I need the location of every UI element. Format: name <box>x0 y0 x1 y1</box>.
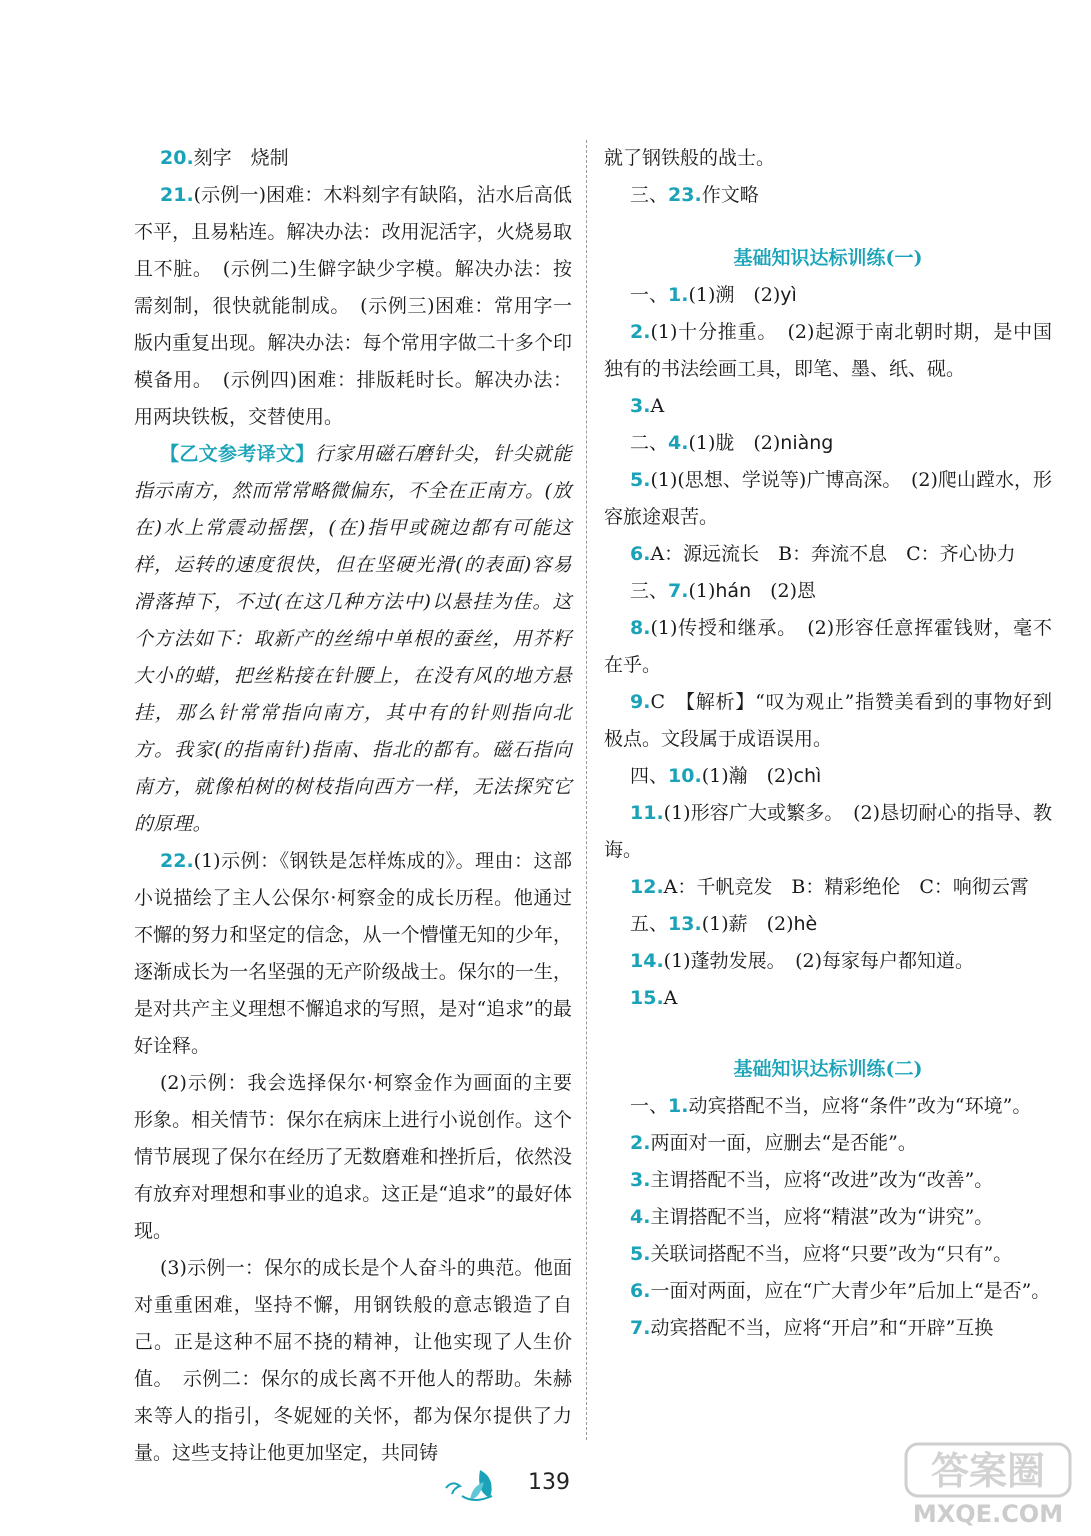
item-number: 10. <box>668 765 702 787</box>
section-1-answer-item <box>604 758 1052 795</box>
item-text: (1)示例：《钢铁是怎样炼成的》。理由：这部小说描绘了主人公保尔·柯察金的成长历程。他通过不懈的努力和坚定的信念，从一个懵懂无知的少年，逐渐成长为一名坚强的无产阶级战士。保尔的一生，是对共产主义理想不懈追求的写照，是对“追求”的最好诠释。 <box>134 850 572 1057</box>
item-number: 3. <box>630 1169 651 1191</box>
section-2-items <box>604 1088 1052 1347</box>
item-number: 2. <box>630 321 651 343</box>
translation-tag: 【乙文参考译文】 <box>160 443 315 465</box>
item-text: C 【解析】“叹为观止”指赞美看到的事物好到极点。文段属于成语误用。 <box>604 691 1052 750</box>
pinyin: hán <box>715 580 752 602</box>
item-number: 13. <box>668 913 702 935</box>
item-text: (1)溯 (2) <box>688 284 781 306</box>
pinyin: hè <box>793 913 818 935</box>
item-text: (示例一)困难：木料刻字有缺陷，沾水后高低不平，且易粘连。解决办法：改用泥活字，火烧易取且不脏。 (示例二)生僻字缺少字模。解决办法：按需刻制，很快就能制成。 (示例三)困难：常用字一版内重复出现。解决办法：每个常用字做二十多个印模备用。 (示例四)困难：排版耗时长。解决办法：用两块铁板，交替使用。 <box>134 184 572 428</box>
section-2-answer-item <box>604 1199 1052 1236</box>
section-1-answer-item <box>604 573 1052 610</box>
left-answer-item <box>134 140 572 177</box>
item-number: 5. <box>630 469 651 491</box>
item-text: 关联词搭配不当，应将“只要”改为“只有”。 <box>650 1243 1013 1265</box>
left-answer-item <box>134 1065 572 1250</box>
section-1-answer-item <box>604 795 1052 869</box>
section-marker: 一、 <box>630 284 669 306</box>
watermark-line2: MXQE.COM <box>912 1500 1064 1528</box>
item-text: (3)示例一：保尔的成长是个人奋斗的典范。他面对重重困难，坚持不懈，用钢铁般的意志锻造了自己。正是这种不屈不挠的精神，让他实现了人生价值。 示例二：保尔的成长离不开他人的帮助。朱赫来等人的指引，冬妮娅的关怀，都为保尔提供了力量。这些支持让他更加坚定，共同铸 <box>134 1257 572 1464</box>
item-number: 9. <box>630 691 651 713</box>
item-text: (1)薪 (2) <box>701 913 794 935</box>
section-1-items <box>604 277 1052 1017</box>
section-2-answer-item <box>604 1162 1052 1199</box>
section-1-answer-item <box>604 388 1052 425</box>
section-1-answer-item <box>604 980 1052 1017</box>
item-number: 14. <box>630 950 664 972</box>
watermark-line1: 答案圈 <box>930 1449 1046 1493</box>
section-marker: 三、 <box>630 580 669 602</box>
item-text: 动宾搭配不当，应将“开启”和“开辟”互换 <box>650 1317 994 1339</box>
item-number: 6. <box>630 543 651 565</box>
item-number: 1. <box>668 1095 689 1117</box>
item-number: 20. <box>160 147 194 169</box>
item-number: 5. <box>630 1243 651 1265</box>
item-number: 15. <box>630 987 664 1009</box>
item-text: (1)十分推重。 (2)起源于南北朝时期，是中国独有的书法绘画工具，即笔、墨、纸、砚。 <box>604 321 1052 380</box>
right-top-block <box>604 140 1052 214</box>
left-answer-item <box>134 177 572 436</box>
pinyin: chì <box>793 765 822 787</box>
leaf-swirl-icon <box>440 1462 520 1506</box>
section-2-answer-item <box>604 1088 1052 1125</box>
item-text: 一面对两面，应在“广大青少年”后加上“是否”。 <box>650 1280 1051 1302</box>
page-footer <box>440 1462 650 1506</box>
item-text: (1)蓬勃发展。 (2)每家每户都知道。 <box>663 950 974 972</box>
item-number: 23. <box>668 184 702 206</box>
item-text: 行家用磁石磨针尖，针尖就能指示南方，然而常常略微偏东，不全在正南方。(放在)水上常震动摇摆，(在)指甲或碗边都有可能这样，运转的速度很快，但在坚硬光滑(的表面)容易滑落掉下，不过(在这几种方法中)以悬挂为佳。这个方法如下：取新产的丝绵中单根的蚕丝，用芥籽大小的蜡，把丝粘接在针腰上，在没有风的地方悬挂，那么针常常指向南方，其中有的针则指向北方。我家(的指南针)指南、指北的都有。磁石指向南方，就像柏树的树枝指向西方一样，无法探究它的原理。 <box>134 443 572 835</box>
section-2-answer-item <box>604 1310 1052 1347</box>
item-number: 1. <box>668 284 689 306</box>
item-text: A：源远流长 B：奔流不息 C：齐心协力 <box>650 543 1016 565</box>
section-1-answer-item <box>604 943 1052 980</box>
item-text: (1)传授和继承。 (2)形容任意挥霍钱财，毫不在乎。 <box>604 617 1052 676</box>
left-column <box>134 140 572 1472</box>
section-1-answer-item <box>604 314 1052 388</box>
section-title-2: 基础知识达标训练(二) <box>733 1058 923 1080</box>
section-1-answer-item <box>604 684 1052 758</box>
left-answer-item <box>134 843 572 1065</box>
section-2-answer-item <box>604 1236 1052 1273</box>
item-text-tail: (2)恩 <box>751 580 817 602</box>
section-marker: 五、 <box>630 913 669 935</box>
item-text: 两面对一面，应删去“是否能”。 <box>650 1132 917 1154</box>
pinyin: niàng <box>780 432 834 454</box>
item-text: (1)胧 (2) <box>688 432 781 454</box>
item-number: 21. <box>160 184 194 206</box>
section-1-answer-item <box>604 869 1052 906</box>
section-marker: 四、 <box>630 765 669 787</box>
left-answer-item <box>134 1250 572 1472</box>
item-number: 4. <box>630 1206 651 1228</box>
section-title-1: 基础知识达标训练(一) <box>733 247 923 269</box>
item-text: 动宾搭配不当，应将“条件”改为“环境”。 <box>688 1095 1032 1117</box>
right-top-item <box>604 140 1052 177</box>
item-number: 2. <box>630 1132 651 1154</box>
watermark-logo <box>902 1442 1074 1528</box>
item-number: 11. <box>630 802 664 824</box>
page-number: 139 <box>528 1470 570 1495</box>
item-text: 主谓搭配不当，应将“精湛”改为“讲究”。 <box>650 1206 994 1228</box>
item-text: A：千帆竞发 B：精彩绝伦 C：响彻云霄 <box>663 876 1029 898</box>
section-marker: 一、 <box>630 1095 669 1117</box>
item-number: 4. <box>668 432 689 454</box>
left-answer-item <box>134 436 572 843</box>
pinyin: yì <box>780 284 797 306</box>
section-marker: 二、 <box>630 432 669 454</box>
item-text: (1)形容广大或繁多。 (2)恳切耐心的指导、教诲。 <box>604 802 1052 861</box>
item-text: A <box>663 987 678 1009</box>
item-number: 7. <box>630 1317 651 1339</box>
section-2-answer-item <box>604 1273 1052 1310</box>
item-text: 作文略 <box>701 184 759 206</box>
right-top-item <box>604 177 1052 214</box>
item-text: 主谓搭配不当，应将“改进”改为“改善”。 <box>650 1169 994 1191</box>
item-text: (1)(思想、学说等)广博高深。 (2)爬山蹚水，形容旅途艰苦。 <box>604 469 1052 528</box>
item-number: 8. <box>630 617 651 639</box>
section-1-answer-item <box>604 425 1052 462</box>
item-number: 6. <box>630 1280 651 1302</box>
section-1-answer-item <box>604 536 1052 573</box>
section-2-answer-item <box>604 1125 1052 1162</box>
item-text: (1)瀚 (2) <box>701 765 794 787</box>
right-column <box>604 140 1052 1347</box>
item-text: (1) <box>688 580 716 602</box>
item-number: 3. <box>630 395 651 417</box>
section-1-answer-item <box>604 610 1052 684</box>
item-number: 12. <box>630 876 664 898</box>
item-text: (2)示例：我会选择保尔·柯察金作为画面的主要形象。相关情节：保尔在病床上进行小说创作。这个情节展现了保尔在经历了无数磨难和挫折后，依然没有放弃对理想和事业的追求。这正是“追求”的最好体现。 <box>134 1072 572 1242</box>
section-1-answer-item <box>604 906 1052 943</box>
item-number: 7. <box>668 580 689 602</box>
section-1-answer-item <box>604 277 1052 314</box>
item-text: 刻字 烧制 <box>193 147 289 169</box>
item-text: A <box>650 395 665 417</box>
item-text: 就了钢铁般的战士。 <box>604 147 776 169</box>
column-divider <box>586 140 587 1440</box>
section-1-answer-item <box>604 462 1052 536</box>
item-number: 22. <box>160 850 194 872</box>
section-marker: 三、 <box>630 184 669 206</box>
